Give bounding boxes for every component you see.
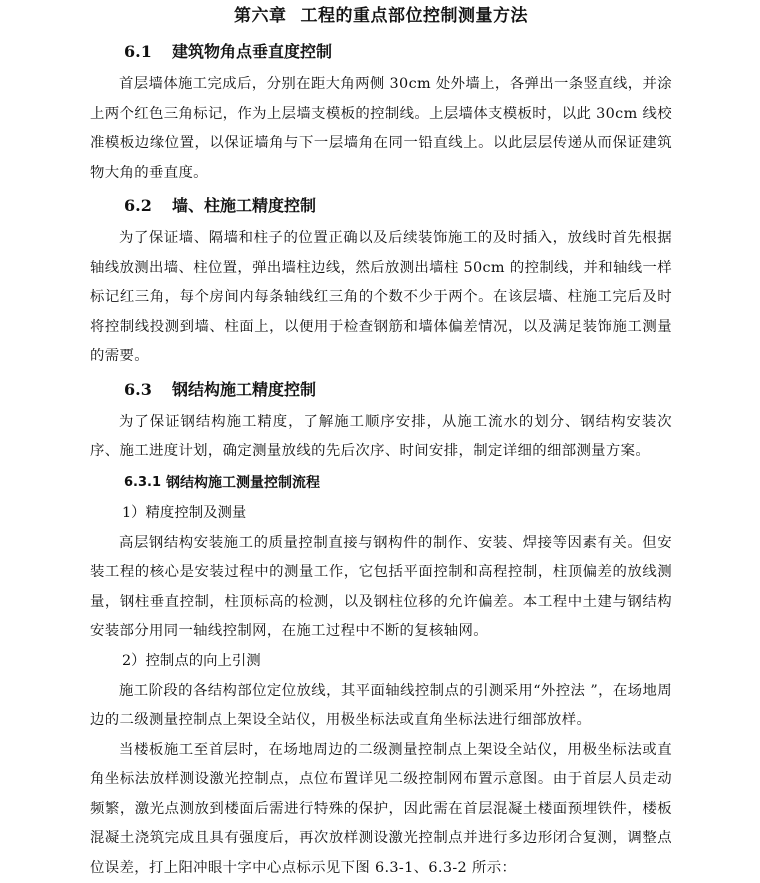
section-heading-6-1 xyxy=(90,34,672,70)
paragraph: 施工阶段的各结构部位定位放线，其平面轴线控制点的引测采用“外控法 ”，在场地周边的二级测量控制点上架设全站仪，用极坐标法或直角坐标法进行细部放样。 xyxy=(90,677,672,736)
section-title: 建筑物角点垂直度控制 xyxy=(172,38,332,66)
chapter-title-text: 工程的重点部位控制测量方法 xyxy=(301,6,529,26)
subsection-heading-6-3-1 xyxy=(90,467,672,499)
paragraph: 高层钢结构安装施工的质量控制直接与钢构件的制作、安装、焊接等因素有关。但安装工程的核心是安装过程中的测量工作，它包括平面控制和高程控制，柱顶偏差的放线测量，钢柱垂直控制，柱顶标高的检测，以及钢柱位移的允许偏差。本工程中土建与钢结构安装部分用同一轴线控制网，在施工过程中不断的复核轴网。 xyxy=(90,529,672,647)
paragraph: 为了保证墙、隔墙和柱子的位置正确以及后续装饰施工的及时插入，放线时首先根据轴线放测出墙、柱位置，弹出墙柱边线，然后放测出墙柱 50cm 的控制线，并和轴线一样标记红三角，每个房间内每条轴线红三角的个数不少于两个。在该层墙、柱施工完后及时将控制线投测到墙、柱面上，以便用于检查钢筋和墙体偏差情况，以及满足装饰施工测量的需要。 xyxy=(90,224,672,372)
section-number: 6.1 xyxy=(124,38,172,66)
section-heading-6-3 xyxy=(90,372,672,408)
list-item-label: 1）精度控制及测量 xyxy=(90,499,672,529)
section-number: 6.3 xyxy=(124,376,172,404)
chapter-title xyxy=(90,0,672,34)
section-number: 6.2 xyxy=(124,192,172,220)
section-title: 墙、柱施工精度控制 xyxy=(172,192,316,220)
chapter-number: 第六章 xyxy=(234,6,287,26)
paragraph: 首层墙体施工完成后，分别在距大角两侧 30cm 处外墙上，各弹出一条竖直线，并涂上两个红色三角标记，作为上层墙支模板的控制线。上层墙体支模板时，以此 30cm 线校准模板边缘位置，以保证墙角与下一层墙角在同一铅直线上。以此层层传递从而保证建筑物大角的垂直度。 xyxy=(90,70,672,188)
list-item-label: 2）控制点的向上引测 xyxy=(90,647,672,677)
document-page xyxy=(90,0,672,883)
paragraph: 当楼板施工至首层时，在场地周边的二级测量控制点上架设全站仪，用极坐标法或直角坐标法放样测设激光控制点，点位布置详见二级控制网布置示意图。由于首层人员走动频繁，激光点测放到楼面后需进行特殊的保护，因此需在首层混凝土楼面预埋铁件，楼板混凝土浇筑完成且具有强度后，再次放样测设激光控制点并进行多边形闭合复测，调整点位误差，打上阳冲眼十字中心点标示见下图 6.3-1、6.3-2 所示： xyxy=(90,736,672,883)
paragraph: 为了保证钢结构施工精度，了解施工顺序安排，从施工流水的划分、钢结构安装次序、施工进度计划，确定测量放线的先后次序、时间安排，制定详细的细部测量方案。 xyxy=(90,408,672,467)
subsection-title: 钢结构施工测量控制流程 xyxy=(166,469,320,497)
section-title: 钢结构施工精度控制 xyxy=(172,376,316,404)
section-heading-6-2 xyxy=(90,188,672,224)
subsection-number: 6.3.1 xyxy=(124,469,166,497)
